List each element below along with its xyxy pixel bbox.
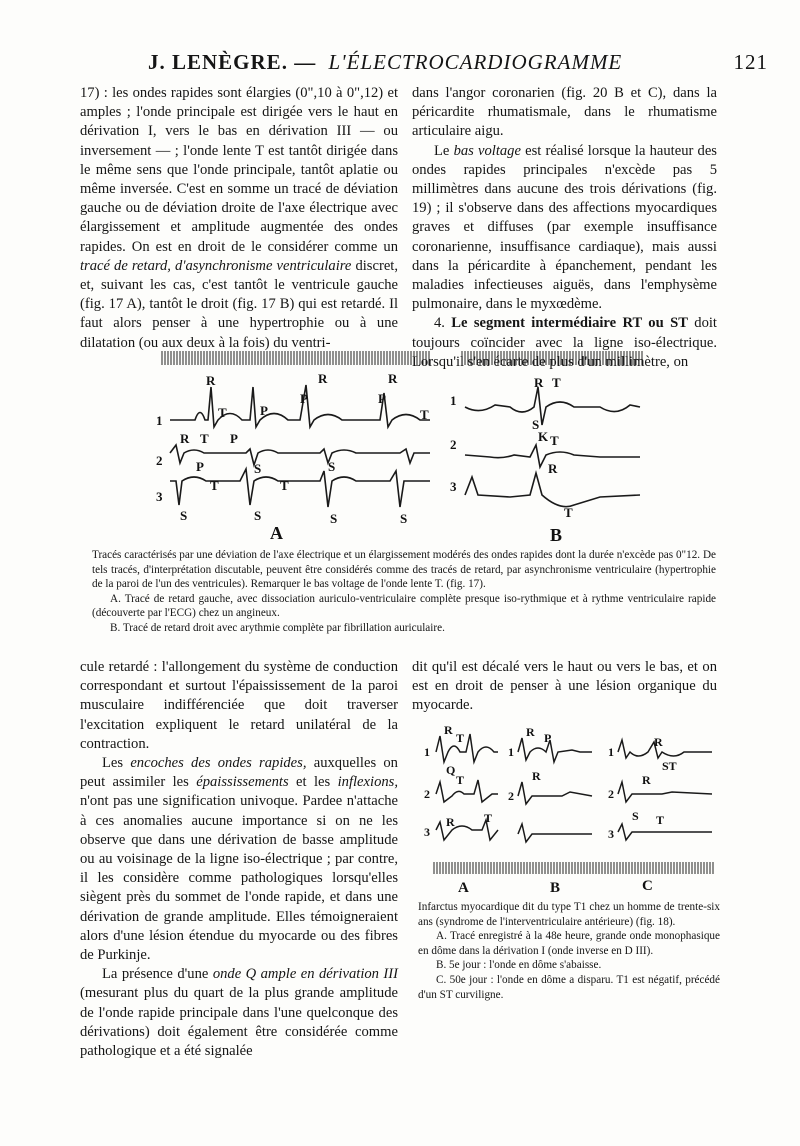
lead-label: 1 <box>424 745 430 759</box>
wave-label: T <box>456 773 465 787</box>
wave-label: Q <box>446 763 456 777</box>
figure-17-ecg <box>150 345 660 545</box>
lead-3-trace-b <box>465 473 640 507</box>
time-scale-a <box>162 351 429 365</box>
paragraph <box>80 84 398 353</box>
paragraph <box>80 754 398 965</box>
wave-label: P <box>230 431 238 446</box>
wave-label: R <box>526 725 535 739</box>
italic-run: épaississements <box>196 774 289 791</box>
paragraph <box>412 658 717 716</box>
italic-run: bas voltage <box>453 142 521 159</box>
ecg-tracings-infarct <box>422 722 722 897</box>
italic-run: inflexions, <box>337 774 398 791</box>
wave-label: S <box>254 508 262 523</box>
wave-label: S <box>254 461 262 476</box>
wave-label: T <box>564 505 573 520</box>
text-run: n'ont pas une signification univoque. Pardee n'attache à ces anomalies aucune importance si on ne les observe que dans une dérivation de basse amplitude ou au voisinage de la ligne iso-électrique ; par contre, il les considère comme pathologiques lorsqu'elles siègent près du sommet de l'onde rapide, et dans une dérivation de grande amplitude. Elles témoigneraient alors d'une lésion étendue du myocarde ou des fibres de Purkinje. <box>80 793 398 964</box>
lead-2-trace-a <box>436 780 498 802</box>
text-run: dit qu'il est décalé vers le haut ou vers le bas, et on est en droit de penser à une lésion organique du myocarde. <box>412 659 717 714</box>
text-run: et les <box>288 774 338 791</box>
lead-2-trace-c <box>618 782 712 802</box>
wave-label: R <box>548 461 558 476</box>
text-run: discret, et, suivant les cas, c'est tantôt le ventricule gauche (fig. 17 A), tantôt le droit (fig. 17 B) qui est retardé. Il faut alors penser à une hypertrophie ou à une dilatation (ou aux deux à la fois) du ventri- <box>80 257 398 351</box>
wave-label: R <box>642 773 651 787</box>
paragraph <box>412 84 717 142</box>
lead-2-trace-a <box>170 445 430 465</box>
lead-1-trace-b <box>465 387 640 425</box>
text-run: (mesurant plus du quart de la plus grande amplitude de l'onde rapide principale dans l'une quelconque des dérivations) doit également être considérée comme pathologique et a été signalée <box>80 985 398 1060</box>
wave-label: P <box>260 403 268 418</box>
panel-label-a: A <box>270 523 283 543</box>
text-run: doit toujours coïncider avec la ligne iso-électrique. Lorsqu'il s'en écarte de plus d'un millimètre, on <box>412 315 717 370</box>
caption-paragraph: A. Tracé de retard gauche, avec dissociation auriculo-ventriculaire complète presque iso-rythmique et à rythme ventriculaire rapide (découverte par l'ECG) chez un angineux. <box>92 592 716 620</box>
lead-label: 1 <box>450 393 457 408</box>
lead-label: 1 <box>156 413 163 428</box>
text-run: dans l'angor coronarien (fig. 20 B et C), dans la péricardite rhumatismale, dans le rhumatisme articulaire aigu. <box>412 85 717 140</box>
ecg-tracings-a-b <box>150 345 660 545</box>
text-run: 4. <box>434 315 452 332</box>
text-run: est réalisé lorsque la hauteur des ondes rapides principales n'excède pas 5 millimètres dans aucune des trois dérivations (fig. 19) ; il s'observe dans des affections myocardiques graves et diffuses (par exemple insuffisance coronarienne, insuffisance cardiaque), mais aussi dans la péricardite à épanchement, pendant les maladies infectieuses aiguës, dans l'emphysème pulmonaire, dans le myxœdème. <box>412 142 717 313</box>
italic-run: tracé de retard, d'asynchronisme ventriculaire <box>80 257 352 274</box>
wave-label: R <box>446 815 455 829</box>
wave-label: T <box>280 478 289 493</box>
wave-label: T <box>550 433 559 448</box>
lead-label: 2 <box>608 787 614 801</box>
wave-label: T <box>656 813 665 827</box>
wave-label: S <box>532 417 540 432</box>
wave-label: T <box>456 731 465 745</box>
wave-label: R <box>534 375 544 390</box>
wave-label: ST <box>662 759 677 773</box>
text-run: La présence d'une <box>102 966 213 983</box>
lead-label: 1 <box>608 745 614 759</box>
caption-paragraph: B. Tracé de retard droit avec arythmie complète par fibrillation auriculaire. <box>110 621 445 634</box>
wave-label: R <box>388 371 398 386</box>
wave-label: S <box>328 459 336 474</box>
italic-run: onde Q ample en dérivation III <box>212 966 398 983</box>
lead-label: 3 <box>608 827 614 841</box>
panel-label-a: A <box>458 880 469 896</box>
italic-run: encoches des ondes rapides, <box>130 755 307 772</box>
time-scale <box>434 862 713 874</box>
panel-label-c: C <box>642 878 653 894</box>
wave-label: P <box>544 731 552 745</box>
wave-label: T <box>218 405 227 420</box>
caption-paragraph: Tracés caractérisés par une déviation de l'axe électrique et un élargissement modérés des ondes rapides dont la durée n'excède pas 0"12. De tels tracés, d'interprétation discutable, peuvent être considérés comme des tracés de retard, par asynchronisme ventriculaire (hypertrophie de la paroi de l'un des ventricules). Remarquer le bas voltage de l'onde lente T. (fig. 17). <box>92 549 716 591</box>
figure-18-caption <box>418 900 720 1002</box>
left-column-bottom <box>80 658 398 1061</box>
lead-1-trace-a <box>436 734 498 762</box>
wave-label: T <box>552 375 561 390</box>
lead-label: 3 <box>450 479 457 494</box>
right-column-top <box>412 84 717 372</box>
lead-label: 3 <box>424 825 430 839</box>
wave-label: T <box>420 407 429 422</box>
lead-1-trace-b <box>518 738 592 762</box>
caption-paragraph: B. 5e jour : l'onde en dôme s'abaisse. <box>436 959 602 972</box>
caption-paragraph: C. 50e jour : l'onde en dôme a disparu. T1 est négatif, précédé d'un ST curviligne. <box>418 973 720 1001</box>
page-number: 121 <box>733 50 768 74</box>
bold-run: Le segment intermédiaire RT ou ST <box>451 315 688 332</box>
wave-label: R <box>654 735 663 749</box>
wave-label: R <box>532 769 541 783</box>
lead-2-trace-b <box>518 782 592 804</box>
text-run: Le <box>434 142 454 159</box>
panel-label-b: B <box>550 880 561 896</box>
figure-18-ecg <box>422 722 722 897</box>
wave-label: S <box>632 809 639 823</box>
lead-3-trace-a <box>170 469 430 507</box>
wave-label: S <box>330 511 338 526</box>
running-header <box>148 50 768 75</box>
wave-label: R <box>180 431 190 446</box>
lead-label: 2 <box>450 437 457 452</box>
lead-label: 3 <box>156 489 163 504</box>
caption-paragraph: A. Tracé enregistré à la 48e heure, grande onde monophasique en dôme dans la dérivation I (onde inverse en D III). <box>418 930 720 957</box>
lead-label: 2 <box>508 789 514 803</box>
panel-label-b: B <box>550 525 563 545</box>
lead-3-trace-b <box>518 824 592 842</box>
wave-label: P <box>300 391 308 406</box>
wave-label: S <box>180 508 188 523</box>
lead-1-trace-c <box>618 740 712 758</box>
text-run: Les <box>102 755 131 772</box>
wave-label: S <box>400 511 408 526</box>
time-scale-b <box>462 351 642 365</box>
wave-label: R <box>206 373 216 388</box>
caption-paragraph: Infarctus myocardique dit du type T1 chez un homme de trente-six ans (syndrome de l'interventriculaire antérieure) (fig. 18). <box>418 901 720 928</box>
wave-label: P <box>196 459 204 474</box>
paragraph <box>412 142 717 315</box>
text-run: 17) : les ondes rapides sont élargies (0",10 à 0",12) et amples ; l'onde principale est dirigée vers le haut en dérivation I, vers le bas en dérivation III — ou inversement — ; l'onde lente T est tantôt dirigée dans le même sens que l'onde principale, tantôt aplatie ou même inversée. C'est en somme un tracé de déviation gauche ou de déviation droite de l'axe électrique avec élargissement et amplitude augmentée des ondes rapides. On est en droit de le considérer comme un <box>80 85 398 255</box>
wave-label: T <box>200 431 209 446</box>
left-column-top <box>80 84 398 353</box>
paragraph <box>80 965 398 1061</box>
paragraph <box>80 658 398 754</box>
lead-label: 2 <box>424 787 430 801</box>
wave-label: T <box>484 811 493 825</box>
header-author: J. LENÈGRE. — <box>148 50 317 74</box>
lead-label: 2 <box>156 453 163 468</box>
header-title: L'ÉLECTROCARDIOGRAMME <box>328 50 623 74</box>
wave-label: R <box>444 723 453 737</box>
lead-3-trace-c <box>618 824 712 840</box>
wave-label: P <box>378 391 386 406</box>
wave-label: T <box>210 478 219 493</box>
figure-17-caption <box>92 548 716 636</box>
lead-label: 1 <box>508 745 514 759</box>
text-run: cule retardé : l'allongement du système de conduction correspondant et surtout l'épaississement de la paroi musculaire indifférenciée que doit traverser l'excitation expliquent le retard unilatéral de la contraction. <box>80 659 398 752</box>
wave-label: K <box>538 429 549 444</box>
right-column-bottom <box>412 658 717 716</box>
text-run: auxquelles on peut assimiler les <box>80 755 398 791</box>
wave-label: R <box>318 371 328 386</box>
